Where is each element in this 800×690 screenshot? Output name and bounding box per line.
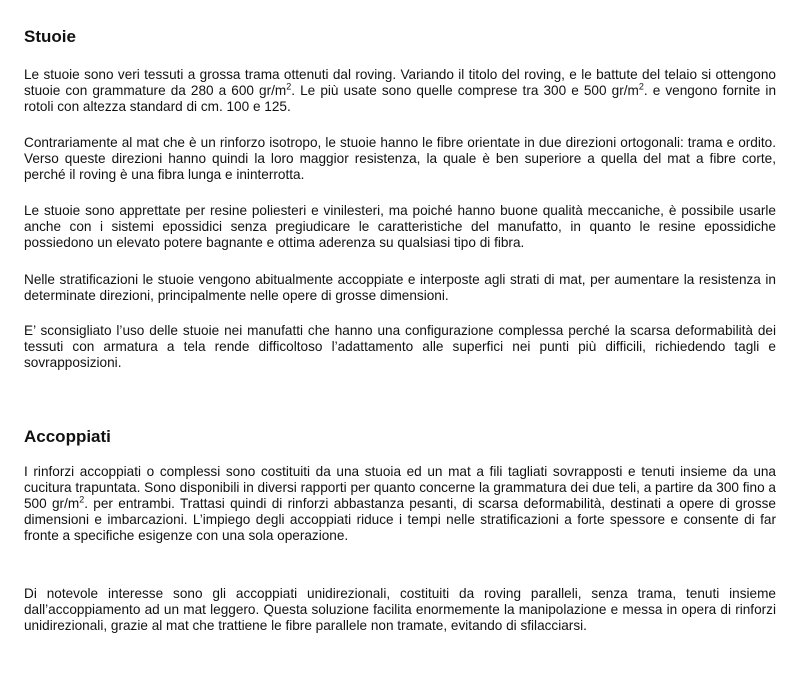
superscript: 2 [286,81,292,92]
paragraph-text: . e vengono fornite in rotoli con altezza standard di cm. 100 e 125. [24,83,777,114]
paragraph-accoppiati-unidirectional: Di notevole interesse sono gli accoppiati unidirezionali, costituiti da roving paralleli, senza trama, tenuti insieme dall’accoppiamento ad un mat leggero. Questa soluzione facilita enormemente la manipolazione e messa in opera di rinforzi unidirezionali, grazie al mat che trattiene le fibre parallele non tramate, evitando di sfilacciarsi. [24,586,776,633]
paragraph-stuoie-intro [24,67,776,115]
superscript: 2 [638,81,644,92]
paragraph-stuoie-orientation: Contrariamente al mat che è un rinforzo isotropo, le stuoie hanno le fibre orientate in due direzioni ortogonali: trama e ordito. Verso queste direzioni hanno quindi la loro maggior resistenza, la quale è ben superiore a quella del mat a fibre corte, perché il roving è una fibra lunga e ininterrotta. [24,135,776,182]
paragraph-stuoie-warning: E’ sconsigliato l’uso delle stuoie nei manufatti che hanno una configurazione complessa perché la scarsa deformabilità dei tessuti con armatura a tela rende difficoltoso l’adattamento alle superfici nei punti più difficili, richiedendo tagli e sovrapposizioni. [24,323,776,370]
paragraph-text: . Le più usate sono quelle comprese tra 300 e 500 gr/m [291,83,639,98]
paragraph-stuoie-resins: Le stuoie sono apprettate per resine poliesteri e vinilesteri, ma poiché hanno buone qualità meccaniche, è possibile usarle anche con i sistemi epossidici senza pregiudicare le caratteristiche del manufatto, in quanto le resine epossidiche possiedono un elevato potere bagnante e ottima aderenza su qualsiasi tipo di fibra. [24,203,776,250]
superscript: 2 [79,494,85,505]
paragraph-text: . per entrambi. Trattasi quindi di rinforzi abbastanza pesanti, di scarsa deformabilità, destinati a opere di grosse dimensioni e imbarcazioni. L’impiego degli accoppiati riduce i tempi nelle stratificazioni a forte spessore e consente di far fronte a specifiche esigenze con una sola operazione. [24,496,776,543]
paragraph-accoppiati-intro [24,464,776,544]
section-title-accoppiati: Accoppiati [24,427,111,446]
paragraph-stuoie-stratification: Nelle stratificazioni le stuoie vengono abitualmente accoppiate e interposte agli strati di mat, per aumentare la resistenza in determinate direzioni, principalmente nelle opere di grosse dimensioni. [24,272,776,303]
paragraph-text: I rinforzi accoppiati o complessi sono costituiti da una stuoia ed un mat a fili tagliati sovrapposti e tenuti insieme da una cucitura trapuntata. Sono disponibili in diversi rapporti per quanto concerne la grammatura dei due teli, a partire da 300 fino a 500 gr/m [24,464,776,511]
section-title-stuoie: Stuoie [24,27,76,46]
paragraph-text: Le stuoie sono veri tessuti a grossa trama ottenuti dal roving. Variando il titolo del roving, e le battute del telaio si ottengono stuoie con grammature da 280 a 600 gr/m [24,67,776,98]
